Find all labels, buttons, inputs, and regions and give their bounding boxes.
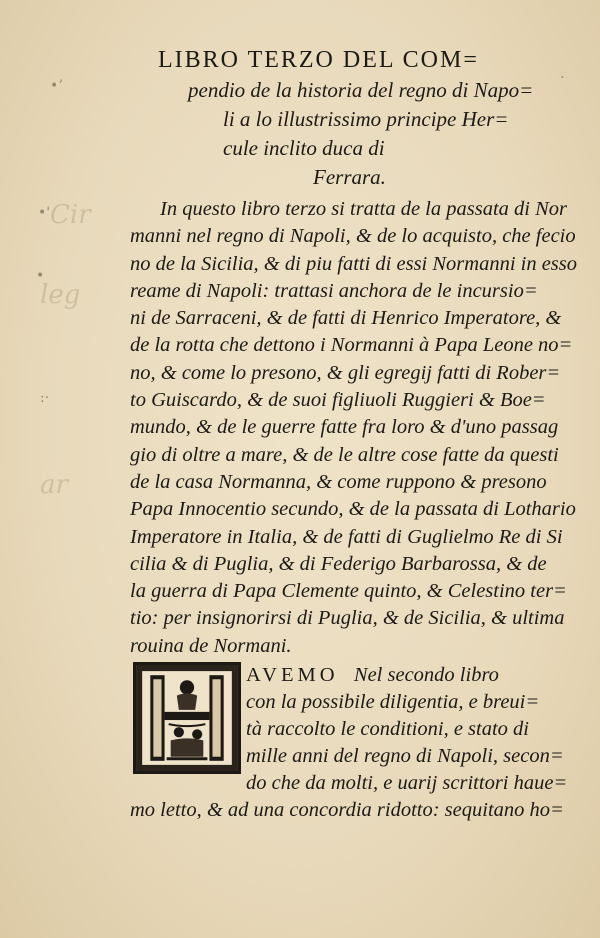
show-through-text: ar (40, 470, 68, 500)
argument-line: tio: per insignorirsi di Puglia, & de Sicilia, & ultima (130, 607, 565, 630)
body-line: con la possibile diligentia, e breui= (246, 691, 540, 713)
heading-line: cule inclito duca di (223, 136, 385, 160)
body-line: mo letto, & ad una concordia ridotto: sequitano ho= (130, 799, 564, 821)
margin-speck: :· (40, 390, 50, 406)
margin-speck: •ʼ (50, 78, 63, 94)
argument-line: ni de Sarraceni, & de fatti di Henrico Imperatore, & (130, 307, 562, 330)
argument-line: de la rotta che dettono i Normanni à Papa Leone no= (130, 334, 573, 357)
show-through-text: leg (40, 280, 81, 310)
body-line (246, 662, 566, 689)
margin-speck: •' (38, 205, 51, 221)
argument-line: la guerra di Papa Clemente quinto, & Celestino ter= (130, 580, 567, 603)
argument-line: mundo, & de le guerre fatte fra loro & d'uno passag (130, 416, 559, 439)
argument-line: no de la Sicilia, & di piu fatti di essi Normanni in esso (130, 252, 578, 275)
heading-line: pendio de la historia del regno di Napo= (188, 78, 534, 102)
argument-line: de la casa Normanna, & come ruppono & presono (130, 470, 547, 493)
argument-line: cilia & di Puglia, & di Federigo Barbarossa, & de (130, 552, 547, 575)
body-lead-word: AVEMO (246, 664, 339, 686)
argument-line: In questo libro terzo si tratta de la passata di Nor (160, 198, 567, 220)
body-line-text: Nel secondo libro (353, 664, 499, 686)
body-line: do che da molti, e uarij scrittori haue= (246, 772, 568, 794)
show-through-text: Cir (50, 200, 91, 230)
argument-line: no, & come lo presono, & gli egregij fatti di Rober= (130, 361, 561, 384)
argument-line: to Guiscardo, & de suoi figliuoli Ruggieri & Boe= (130, 389, 546, 412)
argument-paragraph (130, 196, 578, 660)
historiated-initial-icon (133, 662, 241, 774)
margin-speck: · (560, 70, 565, 86)
body-continuation (130, 770, 570, 824)
woodcut-initial-h-icon (136, 665, 238, 771)
argument-line: Imperatore in Italia, & de fatti di Guglielmo Re di Si (130, 525, 563, 548)
chapter-heading (158, 44, 578, 192)
body-line: mille anni del regno di Napoli, secon= (246, 745, 564, 767)
argument-line: manni nel regno di Napoli, & de lo acquisto, che fecio (130, 225, 576, 248)
margin-speck: • (36, 268, 45, 284)
argument-line: gio di oltre a mare, & de le altre cose fatte da questi (130, 443, 559, 466)
argument-line: reame di Napoli: trattasi anchora de le incursio= (130, 279, 538, 302)
argument-line: rouina de Normani. (130, 634, 292, 657)
heading-caps: LIBRO TERZO DEL COM= (158, 47, 479, 73)
argument-line: Papa Innocentio secundo, & de la passata di Lothario (130, 498, 576, 521)
heading-line: li a lo illustrissimo principe Her= (223, 107, 509, 131)
body-line: tà raccolto le conditioni, e stato di (246, 718, 529, 740)
body-paragraph (246, 662, 566, 770)
heading-line: Ferrara. (313, 165, 386, 189)
